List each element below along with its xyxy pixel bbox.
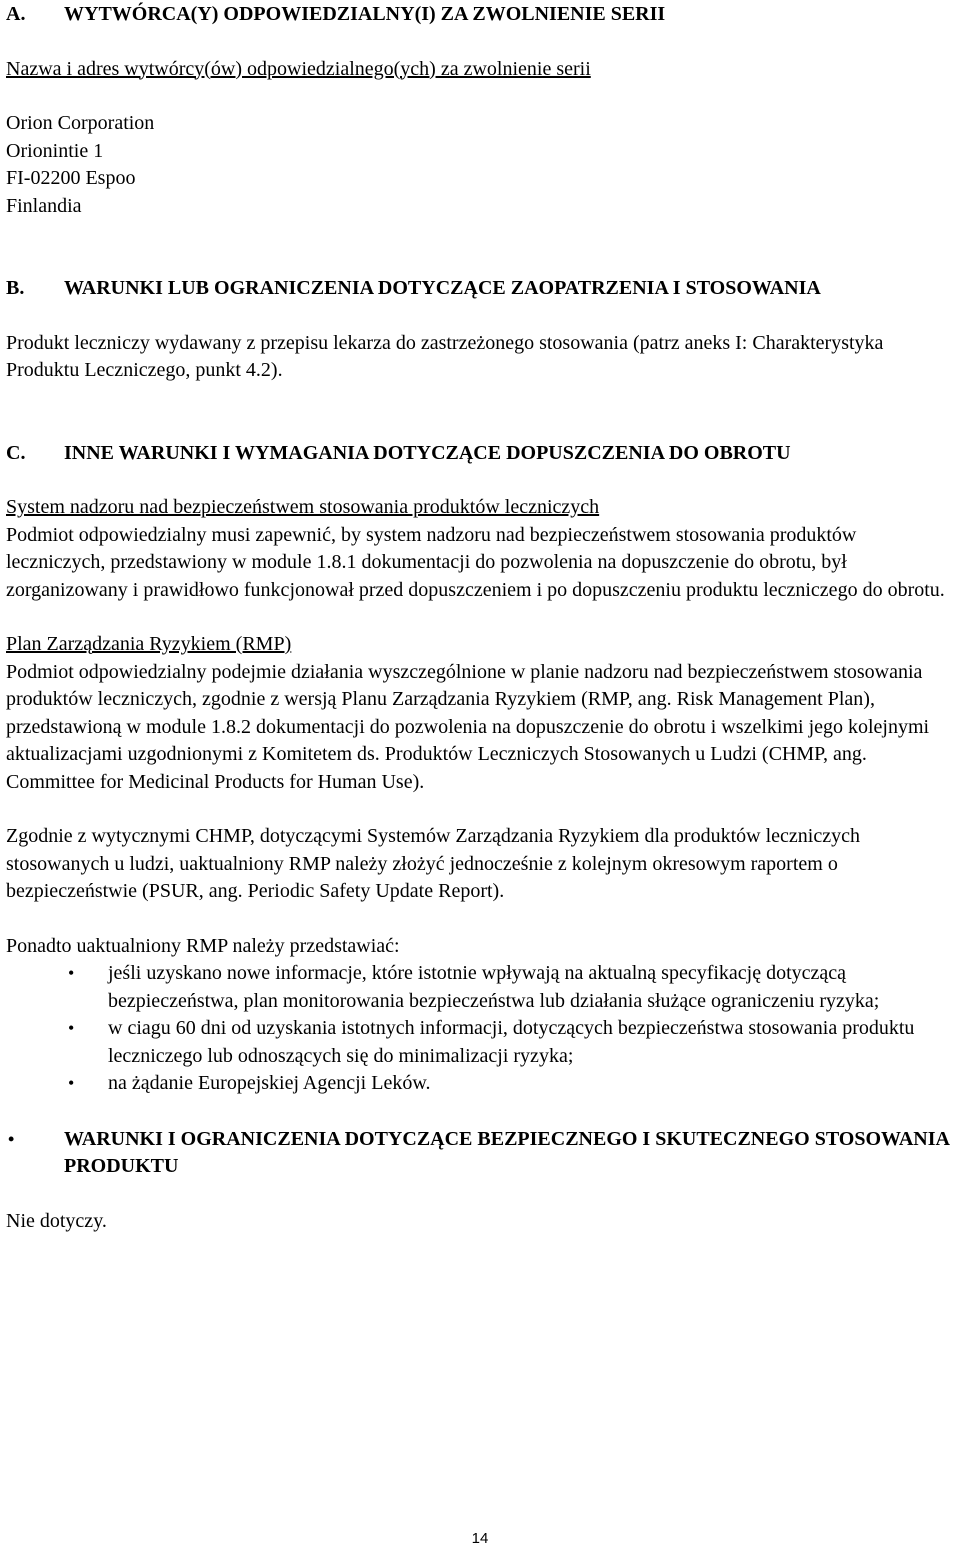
list-item-text: jeśli uzyskano nowe informacje, które istotnie wpływają na aktualną specyfikację dotyczącą bezpieczeństwa, plan monitorowania bezpieczeństwa lub działania służące ograniczeniu ryzyka; <box>108 962 880 1012</box>
address-line: FI-02200 Espoo <box>6 167 136 189</box>
rmp-update-list <box>6 960 956 1098</box>
section-b-letter: B. <box>6 277 25 299</box>
address-line: Orion Corporation <box>6 112 155 134</box>
section-a-letter: A. <box>6 3 26 25</box>
pharmacovigilance-body: Podmiot odpowiedzialny musi zapewnić, by system nadzoru nad bezpieczeństwem stosowania produktów leczniczych, przedstawiony w module 1.8.1 dokumentacji do pozwolenia na dopuszczenie do obrotu, był zorganizowany i prawidłowo funkcjonował przed dopuszczeniem i po dopuszczeniu produktu leczniczego do obrotu. <box>6 523 945 601</box>
address-line: Finlandia <box>6 194 82 217</box>
rmp-update-intro: Ponadto uaktualniony RMP należy przedstawiać: <box>6 934 400 957</box>
list-item <box>6 1015 956 1070</box>
section-a-title: WYTWÓRCA(Y) ODPOWIEDZIALNY(I) ZA ZWOLNIENIE SERII <box>64 3 666 25</box>
list-item <box>6 1070 956 1098</box>
section-c-letter: C. <box>6 441 26 464</box>
pharmacovigilance-heading: System nadzoru nad bezpieczeństwem stosowania produktów leczniczych <box>6 496 600 518</box>
document-page <box>6 1 956 1235</box>
section-d-heading <box>6 1126 956 1181</box>
page-number: 14 <box>471 1530 489 1547</box>
section-c-title: INNE WARUNKI I WYMAGANIA DOTYCZĄCE DOPUSZCZENIA DO OBROTU <box>64 441 791 464</box>
chmp-guideline-body: Zgodnie z wytycznymi CHMP, dotyczącymi Systemów Zarządzania Ryzykiem dla produktów leczniczych stosowanych u ludzi, uaktualniony RMP należy złożyć jednocześnie z kolejnym okresowym raportem o bezpieczeństwie (PSUR, ang. Periodic Safety Update Report). <box>6 825 860 902</box>
bullet-icon: • <box>8 1128 15 1149</box>
rmp-heading: Plan Zarządzania Ryzykiem (RMP) <box>6 633 292 655</box>
section-d-title: WARUNKI I OGRANICZENIA DOTYCZĄCE BEZPIECZNEGO I SKUTECZNEGO STOSOWANIA PRODUKTU <box>64 1127 949 1177</box>
list-item-text: w ciagu 60 dni od uzyskania istotnych informacji, dotyczących bezpieczeństwa stosowania produktu leczniczego lub odnoszących się do minimalizacji ryzyka; <box>108 1017 915 1067</box>
manufacturer-address <box>6 110 956 220</box>
bullet-icon: • <box>68 1018 75 1038</box>
manufacturer-subheading: Nazwa i adres wytwórcy(ów) odpowiedzialnego(ych) za zwolnienie serii <box>6 57 591 80</box>
list-item <box>6 960 956 1015</box>
section-a-heading <box>6 1 956 29</box>
bullet-icon: • <box>68 963 75 983</box>
section-d-body: Nie dotyczy. <box>6 1209 107 1232</box>
bullet-icon: • <box>68 1073 75 1093</box>
section-b-body: Produkt leczniczy wydawany z przepisu lekarza do zastrzeżonego stosowania (patrz aneks I: Charakterystyka Produktu Leczniczego, punkt 4.2). <box>6 331 884 381</box>
list-item-text: na żądanie Europejskiej Agencji Leków. <box>108 1072 431 1094</box>
address-line: Orionintie 1 <box>6 139 104 162</box>
section-b-title: WARUNKI LUB OGRANICZENIA DOTYCZĄCE ZAOPATRZENIA I STOSOWANIA <box>64 277 821 299</box>
section-c-heading <box>6 440 956 468</box>
rmp-body: Podmiot odpowiedzialny podejmie działania wyszczególnione w planie nadzoru nad bezpieczeństwem stosowania produktów leczniczych, zgodnie z wersją Planu Zarządzania Ryzykiem (RMP, ang. Risk Management Plan), przedstawioną w module 1.8.2 dokumentacji do pozwolenia na dopuszczenie do obrotu i wszelkimi jego kolejnymi aktualizacjami uzgodnionymi z Komitetem ds. Produktów Leczniczych Stosowanych u Ludzi (CHMP, ang. Committee for Medicinal Products for Human Use). <box>6 660 930 793</box>
section-b-heading <box>6 275 956 303</box>
